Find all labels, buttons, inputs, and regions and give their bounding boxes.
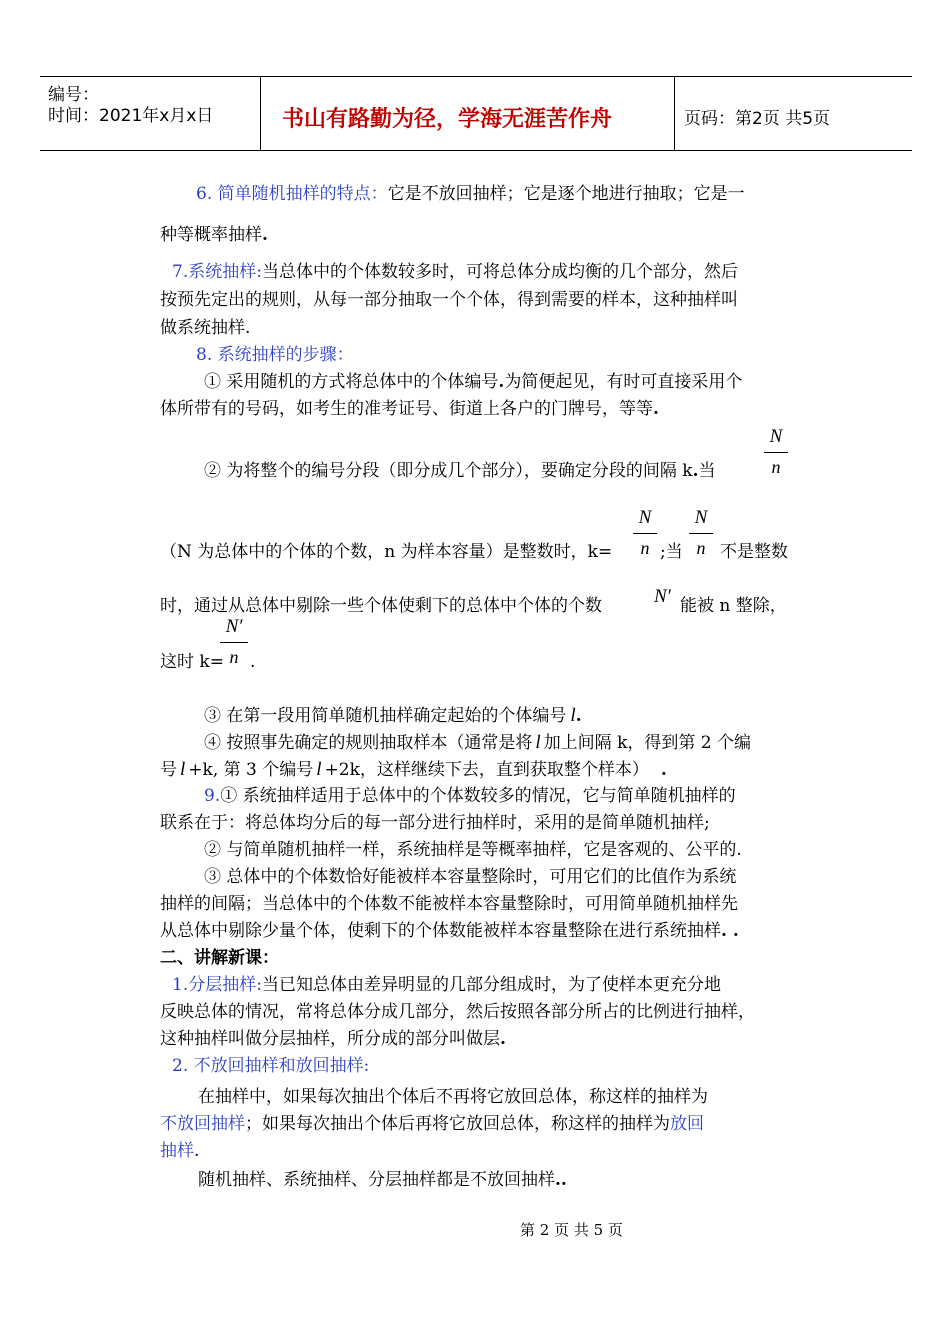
step-4-line: [204, 733, 751, 753]
section-9-text: ① 系统抽样适用于总体中的个体数较多的情况，它与简单随机抽样的: [220, 786, 736, 806]
step-2-text: （N 为总体中的个体的个数，n 为样本容量）是整数时，k=: [160, 542, 613, 562]
fraction-denominator: n: [640, 538, 650, 558]
section-heading: 二、讲解新课：: [160, 948, 279, 968]
step-4-text: ④ 按照事先确定的规则抽取样本（通常是将: [204, 733, 533, 753]
header-top-rule: [40, 76, 912, 77]
step-4-line: 号 l +k, 第 3 个编号 l +2k，这样继续下去，直到获取整个样本） .: [160, 759, 667, 780]
step-2-text: 能被 n 整除，: [680, 596, 787, 616]
section-7-text: 做系统抽样.: [160, 318, 251, 338]
section-9-label: 9.: [204, 786, 221, 806]
fraction-denominator: n: [696, 538, 706, 558]
fraction-numerator: N′: [225, 616, 243, 637]
term-non-replacement: 不放回抽样: [160, 1114, 245, 1134]
variable-N-prime: N′: [654, 586, 671, 607]
fraction-numerator: N: [769, 426, 783, 447]
step-2-text: 不是整数: [720, 542, 788, 562]
new-2-label: 2. 不放回抽样和放回抽样:: [172, 1056, 370, 1076]
page-footer: 第 2 页 共 5 页: [520, 1221, 623, 1239]
section-9-text: 联系在于：将总体均分后的每一部分进行抽样时，采用的是简单随机抽样;: [160, 813, 710, 833]
new-2-text: 随机抽样、系统抽样、分层抽样都是不放回抽样: [198, 1170, 555, 1190]
fraction-denominator: n: [229, 647, 239, 667]
new-1-text: 这种抽样叫做分层抽样，所分成的部分叫做层: [160, 1029, 500, 1049]
fraction-denominator: n: [771, 457, 781, 477]
step-4-text: 加上间隔 k，得到第 2 个编: [543, 733, 752, 753]
new-1-line: [172, 975, 721, 995]
header-divider: [260, 76, 261, 150]
header-motto: 书山有路勤为径，学海无涯苦作舟: [282, 107, 613, 132]
step-2-text: 时，通过从总体中剔除一些个体使剩下的总体中个体的个数: [160, 596, 602, 616]
step-2-text: ;当: [660, 542, 683, 562]
new-1-label: 1.分层抽样:: [172, 975, 262, 995]
new-2-line: [160, 1141, 199, 1161]
fraction-numerator: N: [638, 507, 652, 528]
section-7-text: 当总体中的个体数较多时，可将总体分成均衡的几个部分，然后: [261, 262, 738, 282]
section-9-text: 从总体中剔除少量个体，使剩下的个体数能被样本容量整除在进行系统抽样: [160, 921, 721, 941]
section-9-line: 从总体中剔除少量个体，使剩下的个体数能被样本容量整除在进行系统抽样. .: [160, 921, 739, 941]
new-2-text: ；如果每次抽出个体后再将它放回总体，称这样的抽样为: [245, 1114, 670, 1134]
variable-l: l: [570, 705, 576, 726]
new-2-text: .: [194, 1141, 200, 1161]
section-9-line: [204, 786, 736, 806]
section-7-label: 7.系统抽样:: [172, 262, 262, 282]
fraction-N-over-n: [764, 425, 788, 478]
step-1-text: 体所带有的号码，如考生的准考证号、街道上各户的门牌号，等等: [160, 399, 653, 419]
fraction-N-over-n: [633, 506, 657, 559]
section-7-text: 按预先定出的规则，从每一部分抽取一个个体，得到需要的样本，这种抽样叫: [160, 290, 738, 310]
step-2-line: [160, 596, 602, 616]
step-3-text: ③ 在第一段用简单随机抽样确定起始的个体编号: [204, 706, 567, 726]
new-2-line: [160, 1114, 704, 1134]
header-time-label: 时间：2021年x月x日: [48, 106, 214, 126]
section-6-line: [196, 184, 745, 204]
step-1-line: ① 采用随机的方式将总体中的个体编号.为简便起见，有时可直接采用个: [204, 372, 743, 392]
step-2-text: .: [250, 652, 256, 672]
section-6-text: 种等概率抽样: [160, 225, 262, 245]
term-replacement: 放回: [670, 1114, 704, 1134]
new-1-text: 当已知总体由差异明显的几部分组成时，为了使样本更充分地: [261, 975, 721, 995]
new-1-line: 这种抽样叫做分层抽样，所分成的部分叫做层.: [160, 1029, 506, 1049]
step-1-text: 为简便起见，有时可直接采用个: [504, 372, 743, 392]
section-8-label: 8. 系统抽样的步骤：: [196, 345, 354, 365]
step-2-line: ② 为将整个的编号分段（即分成几个部分），要确定分段的间隔 k.当: [204, 461, 716, 481]
section-9-text: ③ 总体中的个体数恰好能被样本容量整除时，可用它们的比值作为系统: [204, 867, 737, 887]
step-4-text: +2k，这样继续下去，直到获取整个样本）: [324, 760, 649, 780]
section-7-line: [172, 262, 738, 282]
header-number-label: 编号：: [48, 85, 99, 105]
step-2-text: 当: [698, 461, 716, 481]
section-9-text: 抽样的间隔；当总体中的个体数不能被样本容量整除时，可用简单随机抽样先: [160, 894, 738, 914]
variable-l: l: [316, 759, 322, 780]
fraction-numerator: N: [694, 507, 708, 528]
header-page-info: 页码：第2页 共5页: [684, 109, 831, 129]
new-2-text: 在抽样中，如果每次抽出个体后不再将它放回总体，称这样的抽样为: [198, 1087, 708, 1107]
fraction-N-prime-over-n: [220, 615, 248, 668]
step-2-text: ② 为将整个的编号分段（即分成几个部分），要确定分段的间隔 k: [204, 461, 693, 481]
header-bottom-rule: [40, 150, 912, 151]
header-divider: [674, 76, 675, 150]
step-2-text: 这时 k=: [160, 652, 224, 672]
fraction-N-over-n: [689, 506, 713, 559]
step-4-text: 号: [160, 760, 177, 780]
step-4-text: +k, 第 3 个编号: [188, 760, 314, 780]
section-6-label: 6. 简单随机抽样的特点：: [196, 184, 388, 204]
term-replacement: 抽样: [160, 1141, 194, 1161]
section-6-text: 它是不放回抽样；它是逐个地进行抽取；它是一: [387, 184, 745, 204]
new-2-line: 随机抽样、系统抽样、分层抽样都是不放回抽样..: [198, 1170, 567, 1190]
section-9-text: ② 与简单随机抽样一样，系统抽样是等概率抽样，它是客观的、公平的.: [204, 840, 742, 860]
step-1-line: 体所带有的号码，如考生的准考证号、街道上各户的门牌号，等等.: [160, 399, 659, 419]
variable-l: l: [535, 732, 541, 753]
step-3-line: ③ 在第一段用简单随机抽样确定起始的个体编号 l.: [204, 705, 582, 726]
variable-l: l: [180, 759, 186, 780]
step-1-text: ① 采用随机的方式将总体中的个体编号: [204, 372, 499, 392]
new-1-text: 反映总体的情况，常将总体分成几部分，然后按照各部分所占的比例进行抽样，: [160, 1002, 755, 1022]
section-6-line: 种等概率抽样.: [160, 225, 268, 245]
